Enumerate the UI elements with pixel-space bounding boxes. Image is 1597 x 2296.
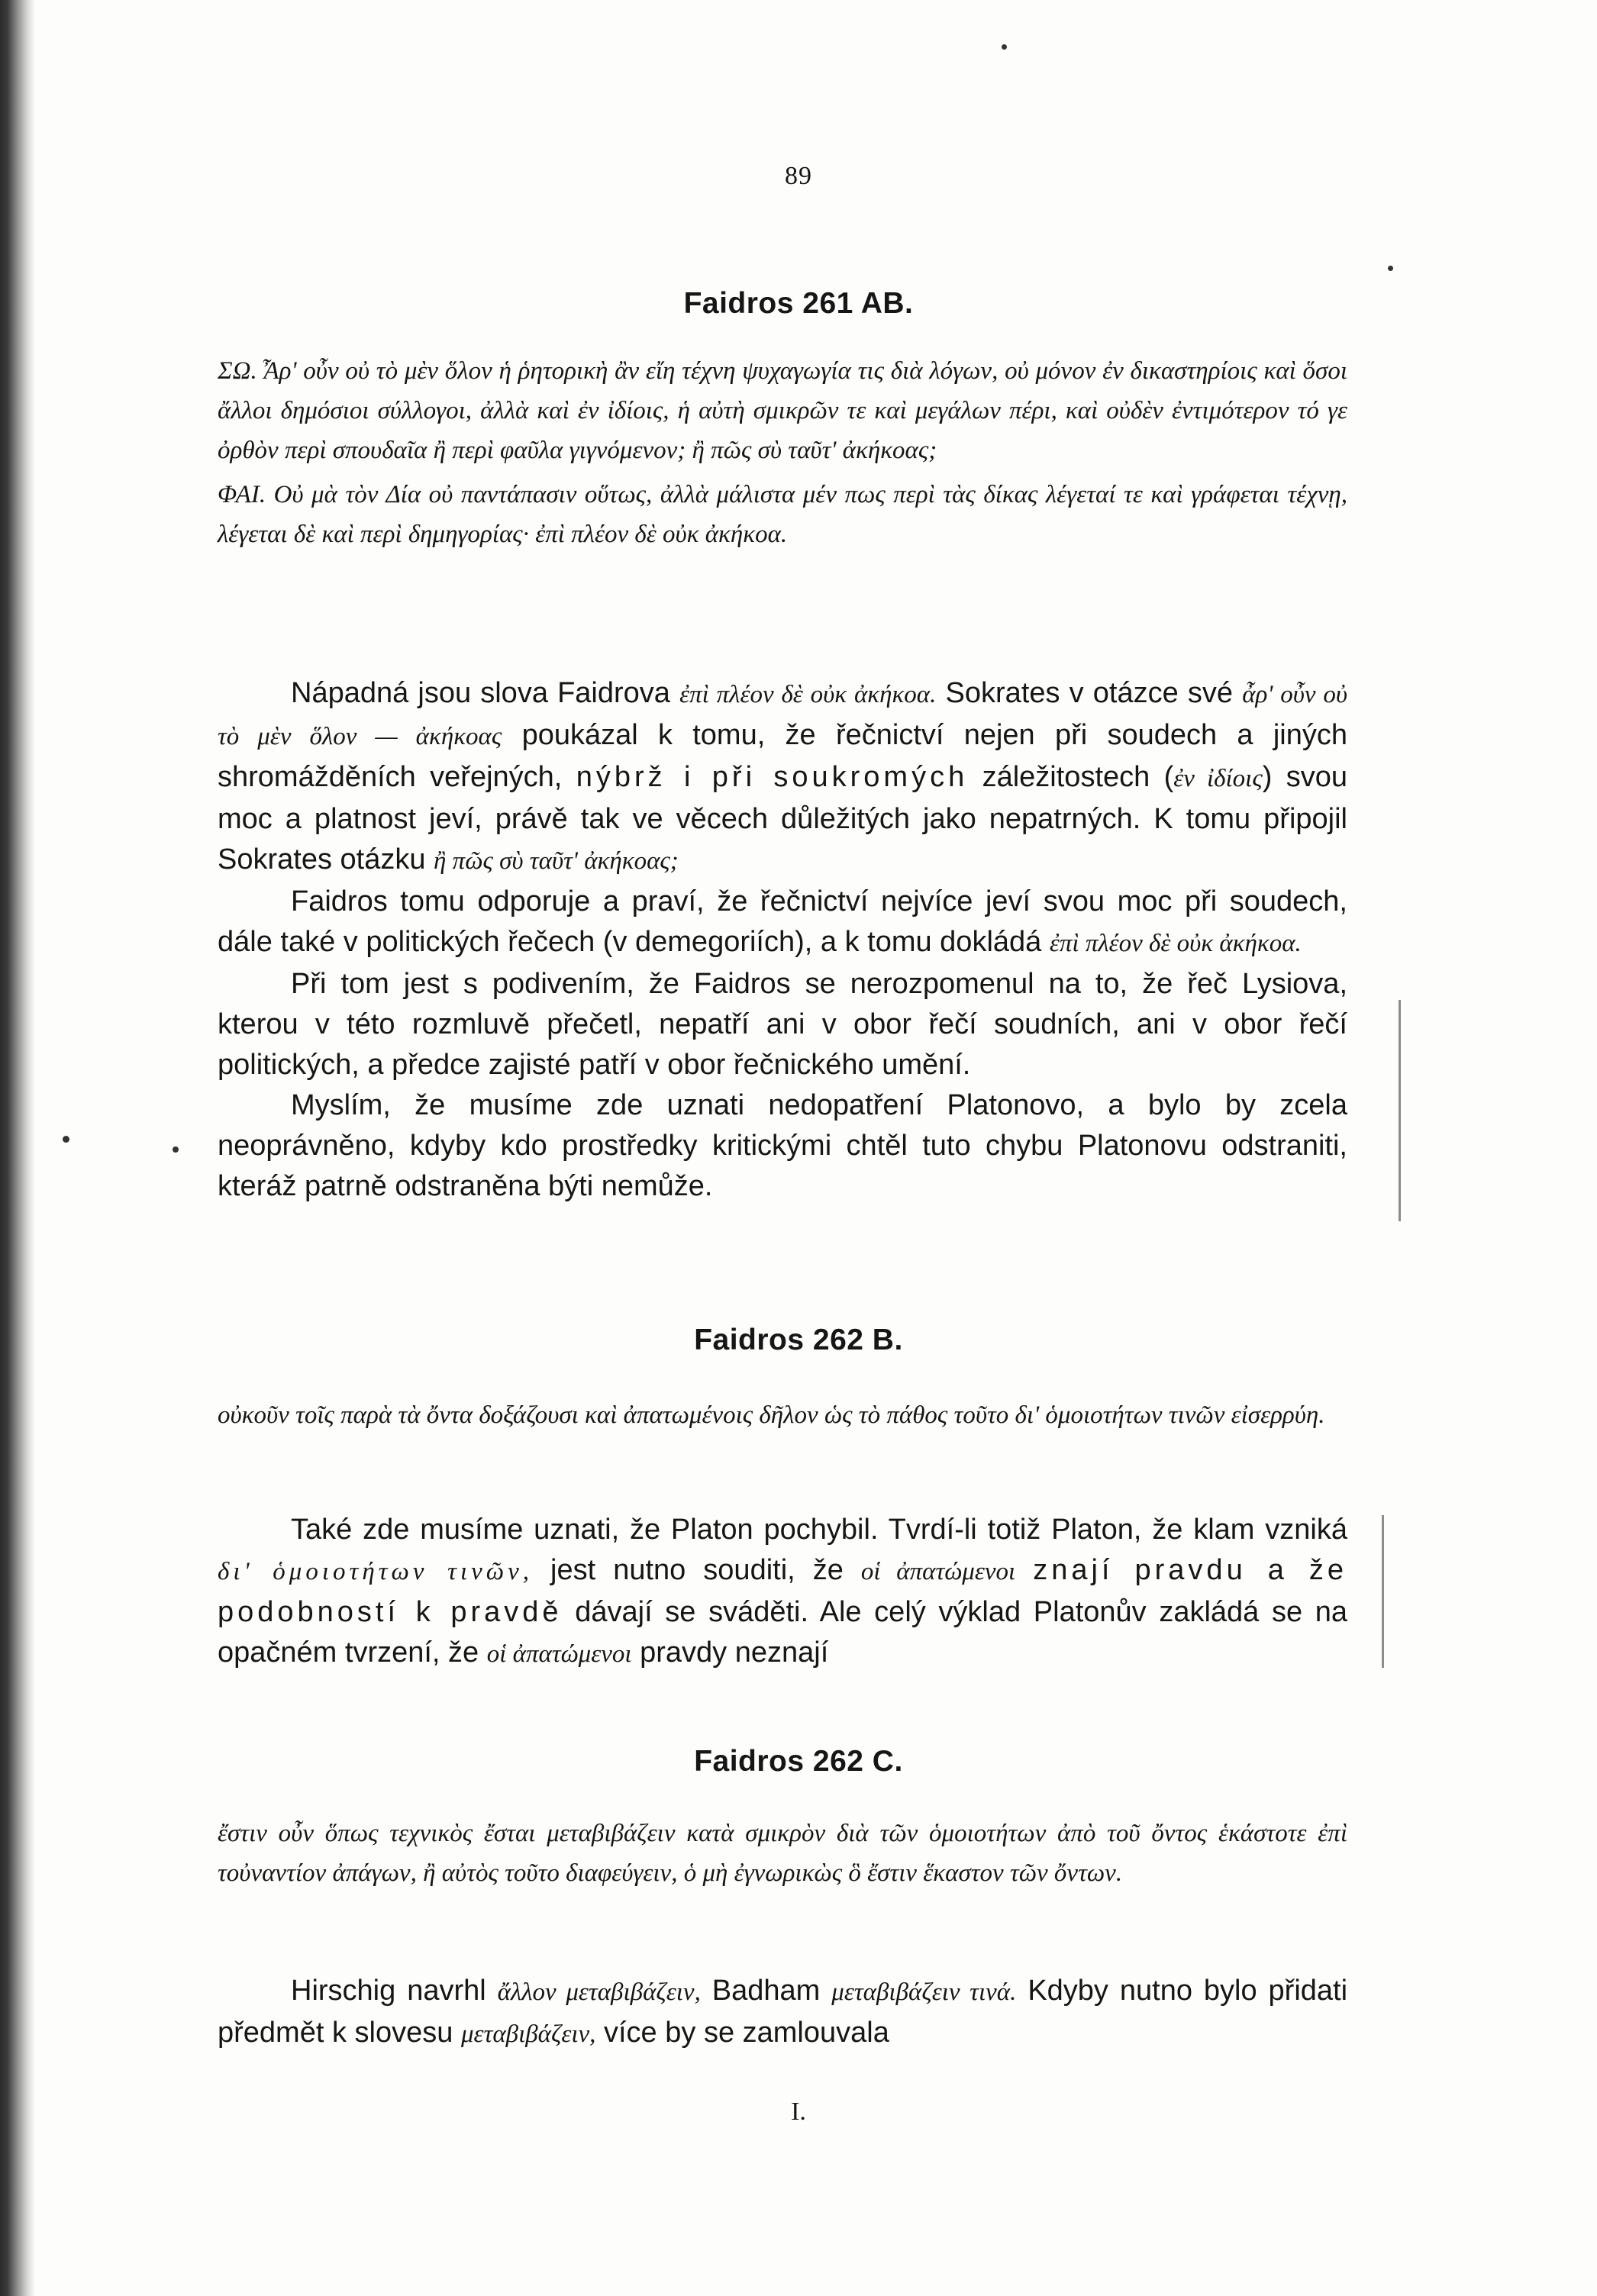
greek-term: ἐπὶ πλέον δὲ οὐκ ἀκήκοα. xyxy=(679,681,937,708)
greek-paragraph-socrates: ΣΩ. Ἆρ' οὖν οὐ τὸ μὲν ὅλον ἡ ῥητορικὴ ἂν εἴη τέχνη ψυχαγωγία τις διὰ λόγων, οὐ μόνον ἐν δικαστηρίοις καὶ ὅσοι ἄλλοι δημόσιοι σύλλογοι, ἀλλὰ καὶ ἐν ἰδίοις, ἡ αὐτὴ σμικρῶν τε καὶ μεγάλων πέρι, καὶ οὐδὲν ἐντιμότερον τό γε ὀρθὸν περὶ σπουδαῖα ἢ περὶ φαῦλα γιγνόμενον; ἢ πῶς σὺ ταῦτ' ἀκήκοας; xyxy=(218,357,1347,464)
section-heading-262b: Faidros 262 B. xyxy=(694,1324,903,1356)
commentary-paragraph: Také zde musíme uznati, že Platon pochybil. Tvrdí-li totiž Platon, že klam vzniká δι' ὁμοιοτήτων τινῶν, jest nutno souditi, že οἱ ἀπατώμενοι znají pravdu a že podobností k pravdě dávají se sváděti. Ale celý výklad Platonův zakládá se na opačném tvrzení, že οἱ ἀπατώμενοι pravdy neznají xyxy=(218,1514,1348,1669)
greek-term: ἄλλον μεταβιβάζειν, xyxy=(497,1978,701,2006)
greek-quote-261ab xyxy=(218,351,1347,554)
page-number: 89 xyxy=(785,162,812,190)
scan-speck xyxy=(173,1146,179,1153)
signature-mark: I. xyxy=(791,2098,806,2126)
greek-term: ἐπὶ πλέον δὲ οὐκ ἀκήκοα. xyxy=(1049,930,1302,957)
commentary-paragraph: Hirschig navrhl ἄλλον μεταβιβάζειν, Badham μεταβιβάζειν τινά. Kdyby nutno bylo přidati předmět k slovesu μεταβιβάζειν, více by se zamlouvala xyxy=(218,1975,1348,2049)
commentary-262c xyxy=(218,1971,1347,2055)
commentary-paragraph: Nápadná jsou slova Faidrova ἐπὶ πλέον δὲ οὐκ ἀκήκοα. Sokrates v otázce své ἆρ' οὖν οὐ τὸ μὲν ὅλον — ἀκήκοας poukázal k tomu, že řečnictví nejen při soudech a jiných shromážděních veřejných, nýbrž i při soukromých záležitostech (ἐν ἰδίοις) svou moc a platnost jeví, právě tak ve věcech důležitých jako nepatrných. K tomu připojil Sokrates otázku ἢ πῶς σὺ ταῦτ' ἀκήκοας; xyxy=(218,677,1348,876)
greek-term: οἱ ἀπατώμενοι xyxy=(860,1558,1016,1585)
greek-paragraph: ἔστιν οὖν ὅπως τεχνικὸς ἔσται μεταβιβάζειν κατὰ σμικρὸν διὰ τῶν ὁμοιοτήτων ἀπὸ τοῦ ὄντος ἑκάστοτε ἐπὶ τοὐναντίον ἀπάγων, ἢ αὐτὸς τοῦτο διαφεύγειν, ὁ μὴ ἐγνωρικὼς ὃ ἔστιν ἕκαστον τῶν ὄντων. xyxy=(218,1820,1347,1887)
greek-term: δι' ὁμοιοτήτων τινῶν, xyxy=(218,1558,533,1585)
greek-term: ἢ πῶς σὺ ταῦτ' ἀκήκοας; xyxy=(434,847,679,875)
emphasized-text: znají pravdu a že podobností k pravdě xyxy=(218,1554,1348,1628)
greek-quote-262c xyxy=(218,1814,1347,1893)
greek-term: οἱ ἀπατώμενοι xyxy=(486,1640,632,1668)
greek-paragraph: οὐκοῦν τοῖς παρὰ τὰ ὄντα δοξάζουσι καὶ ἀπατωμένοις δῆλον ὡς τὸ πάθος τοῦτο δι' ὁμοιοτήτων τινῶν εἰσερρύη. xyxy=(218,1401,1325,1429)
greek-quote-262b xyxy=(218,1395,1347,1435)
greek-term: μεταβιβάζειν, xyxy=(460,2020,596,2048)
greek-paragraph-phaedrus: ΦΑΙ. Οὐ μὰ τὸν Δία οὐ παντάπασιν οὕτως, ἀλλὰ μάλιστα μέν πως περὶ τὰς δίκας λέγεταί τε καὶ γράφεται τέχνῃ, λέγεται δὲ καὶ περὶ δημηγορίας· ἐπὶ πλέον δὲ οὐκ ἀκήκοα. xyxy=(218,481,1347,548)
commentary-paragraph: Faidros tomu odporuje a praví, že řečnictví nejvíce jeví svou moc při soudech, dále také v politických řečech (v demegoriích), a k tomu dokládá ἐπὶ πλέον δὲ οὐκ ἀκήκοα. xyxy=(218,885,1347,958)
greek-term: μεταβιβάζειν τινά. xyxy=(831,1978,1017,2006)
emphasized-text: nýbrž i při soukromých xyxy=(576,761,969,793)
scan-speck xyxy=(1388,266,1393,271)
section-heading-261ab: Faidros 261 AB. xyxy=(683,287,914,320)
commentary-261ab xyxy=(218,673,1347,1207)
margin-mark xyxy=(1399,1000,1401,1221)
greek-term: ἆρ' οὖν οὐ τὸ μὲν ὅλον — ἀκήκοας xyxy=(218,681,1348,750)
section-heading-262c: Faidros 262 C. xyxy=(694,1745,903,1778)
margin-mark xyxy=(1382,1515,1384,1668)
commentary-paragraph: Myslím, že musíme zde uznati nedopatření Platonovo, a bylo by zcela neoprávněno, kdyby kdo prostředky kritickými chtěl tuto chybu Platonovu odstraniti, kteráž patrně odstraněna býti nemůže. xyxy=(218,1089,1347,1202)
scan-speck xyxy=(1002,44,1007,50)
greek-term: ἐν ἰδίοις xyxy=(1173,765,1263,792)
scan-speck xyxy=(63,1136,69,1143)
commentary-paragraph: Při tom jest s podivením, že Faidros se nerozpomenul na to, že řeč Lysiova, kterou v této rozmluvě přečetl, nepatří ani v obor řečí soudních, ani v obor řečí politických, a předce zajisté patří v obor řečnického umění. xyxy=(218,968,1347,1081)
binding-edge xyxy=(0,0,35,2296)
commentary-262b xyxy=(218,1510,1347,1675)
